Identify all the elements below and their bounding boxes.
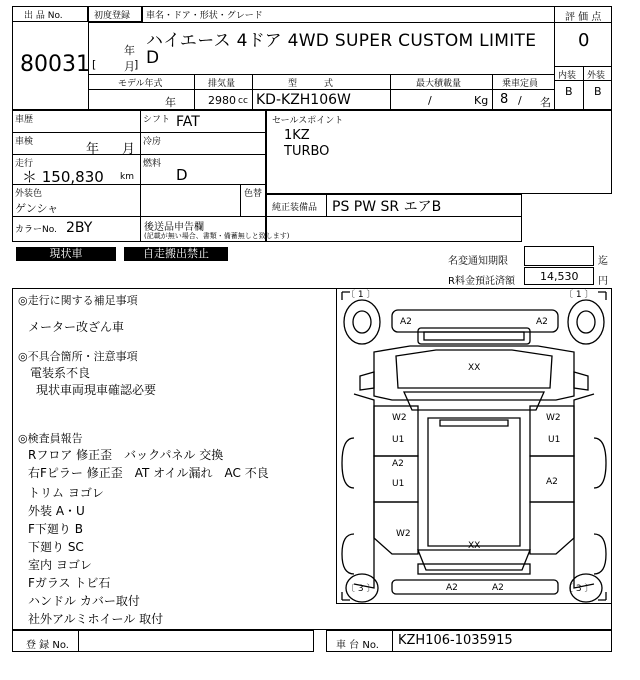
capacity-sep: / (518, 94, 522, 107)
history-label: 車歴 (15, 115, 34, 125)
inspector-line-1: Rフロア 修正歪 バックパネル 交換 (28, 448, 224, 462)
ac-label: 冷房 (143, 137, 162, 147)
lot-label: 出 品 No. (24, 11, 63, 21)
fuel-value: D (176, 166, 188, 184)
color-label: 外装色 (15, 189, 43, 199)
inspector-line-7: 室内 ヨゴレ (28, 558, 92, 572)
first-reg-label: 初度登録 (94, 11, 131, 21)
mark-right-front-door-2: U1 (548, 435, 561, 445)
defects-title: ◎不具合箇所・注意事項 (18, 350, 138, 363)
mark-right-rear-door: A2 (546, 477, 558, 487)
mark-left-front-door-2: U1 (392, 435, 405, 445)
mark-front-left: A2 (400, 317, 412, 327)
inspector-line-5: F下廻り B (28, 522, 83, 536)
inspector-line-2: 右Fピラー 修正歪 AT オイル漏れ AC 不良 (28, 466, 269, 480)
mark-hood: XX (468, 363, 481, 373)
shift-label: シフト (143, 115, 171, 125)
self-drive-badge: 自走搬出禁止 (124, 247, 228, 261)
first-reg-month: 月 (124, 60, 135, 73)
max-load-unit: Kg (474, 94, 489, 107)
model-year-unit: 年 (165, 96, 176, 109)
shift-value: FAT (176, 114, 200, 130)
chassis-no: KZH106-1035915 (398, 633, 513, 648)
mark-rear-left: A2 (446, 583, 458, 593)
carname-line1: ハイエース 4ドア 4WD SUPER CUSTOM LIMITE (146, 31, 537, 51)
inspector-line-9: ハンドル カバー取付 (28, 594, 140, 608)
driving-remarks-title: ◎走行に関する補足事項 (18, 294, 138, 307)
inspector-line-4: 外装 A・U (28, 504, 85, 518)
mark-left-rear-fender: W2 (396, 529, 411, 539)
sales-point-2: TURBO (284, 144, 330, 159)
sales-points-label: セールスポイント (272, 116, 344, 126)
inspector-title: ◎検査員報告 (18, 432, 83, 445)
color-change-label: 色替 (244, 189, 263, 199)
aftermarket-label: 後送品申告欄 (144, 222, 204, 233)
exterior-grade: B (594, 85, 602, 98)
color-no-label: カラーNo. (15, 225, 57, 235)
max-load-sep: / (428, 94, 432, 107)
meter-change-box (524, 246, 594, 266)
mark-right-front-door-1: W2 (546, 413, 561, 423)
meter-change-unit: 迄 (598, 256, 608, 267)
sales-point-1: 1KZ (284, 128, 310, 143)
diagram-corner-tr: 〔 1 〕 (564, 290, 594, 300)
displacement-unit: cc (238, 96, 248, 106)
aftermarket-note: (記載が無い場合、書類・備蓄無しと致します) (144, 232, 290, 240)
first-reg-bracket-open: [ (92, 58, 97, 71)
inspector-line-6: 下廻り SC (28, 540, 84, 554)
inspection-month: 月 (122, 142, 136, 157)
exterior-label: 外装 (587, 71, 606, 81)
mileage-unit: km (120, 172, 134, 182)
displacement-value: 2980 (208, 94, 236, 107)
capacity-unit: 名 (540, 96, 551, 109)
recycle-amount: 14,530 (540, 270, 579, 283)
inspector-line-3: トリム ヨゴレ (28, 486, 104, 500)
carname-label: 車名・ドア・形状・グレード (146, 11, 263, 21)
mileage-label: 走行 (15, 159, 34, 169)
recycle-label: R料金預託済額 (448, 276, 515, 287)
diagram-corner-bl: 〔 3 〕 (346, 584, 376, 594)
capacity-value: 8 (500, 92, 509, 107)
mark-left-rear-door-2: U1 (392, 479, 405, 489)
inspector-line-8: Fガラス トビ石 (28, 576, 111, 590)
interior-label: 内装 (558, 71, 577, 81)
score-value: 0 (578, 30, 590, 51)
capacity-label: 乗車定員 (502, 79, 539, 89)
mark-front-right: A2 (536, 317, 548, 327)
mileage-value: ＊ 150,830 (22, 168, 104, 186)
inspection-year: 年 (86, 142, 100, 157)
type-label: 型 式 (288, 79, 334, 89)
diagram-corner-tl: 〔 1 〕 (346, 290, 376, 300)
mark-roof-rear: XX (468, 541, 481, 551)
defect-line-2: 現状車両現車確認必要 (36, 383, 157, 397)
mark-left-front-door-1: W2 (392, 413, 407, 423)
driving-remark-1: メーター改ざん車 (28, 320, 125, 334)
recycle-unit: 円 (598, 276, 608, 287)
chassis-label: 車 台 No. (336, 640, 379, 651)
score-label: 評 価 点 (565, 12, 602, 23)
max-load-label: 最大積載量 (416, 79, 462, 89)
mark-rear-right: A2 (492, 583, 504, 593)
current-car-badge: 現状車 (16, 247, 116, 261)
color-value: ゲンシャ (15, 202, 59, 215)
inspection-label: 車検 (15, 137, 34, 147)
equipment-label: 純正装備品 (272, 203, 318, 213)
diagram-corner-br: 〔 3 〕 (564, 584, 594, 594)
defect-line-1: 電装系不良 (30, 366, 91, 380)
equipment-value: PS PW SR エアB (332, 199, 442, 215)
mark-left-rear-door-1: A2 (392, 459, 404, 469)
first-reg-bracket-close: ] (134, 58, 139, 71)
model-year-label: モデル年式 (118, 79, 163, 89)
color-no-value: 2BY (66, 220, 93, 236)
car-diagram (336, 288, 612, 604)
displacement-label: 排気量 (208, 79, 236, 89)
type-value: KD-KZH106W (256, 92, 351, 108)
meter-change-label: 名変通知期限 (448, 256, 508, 267)
reg-no-label: 登 録 No. (26, 640, 69, 651)
lot-number: 80031 (20, 52, 90, 77)
fuel-label: 燃料 (143, 159, 162, 169)
first-reg-year: 年 (124, 44, 135, 57)
carname-line2: D (146, 48, 160, 68)
inspector-line-10: 社外アルミホイール 取付 (28, 612, 164, 626)
interior-grade: B (565, 85, 573, 98)
